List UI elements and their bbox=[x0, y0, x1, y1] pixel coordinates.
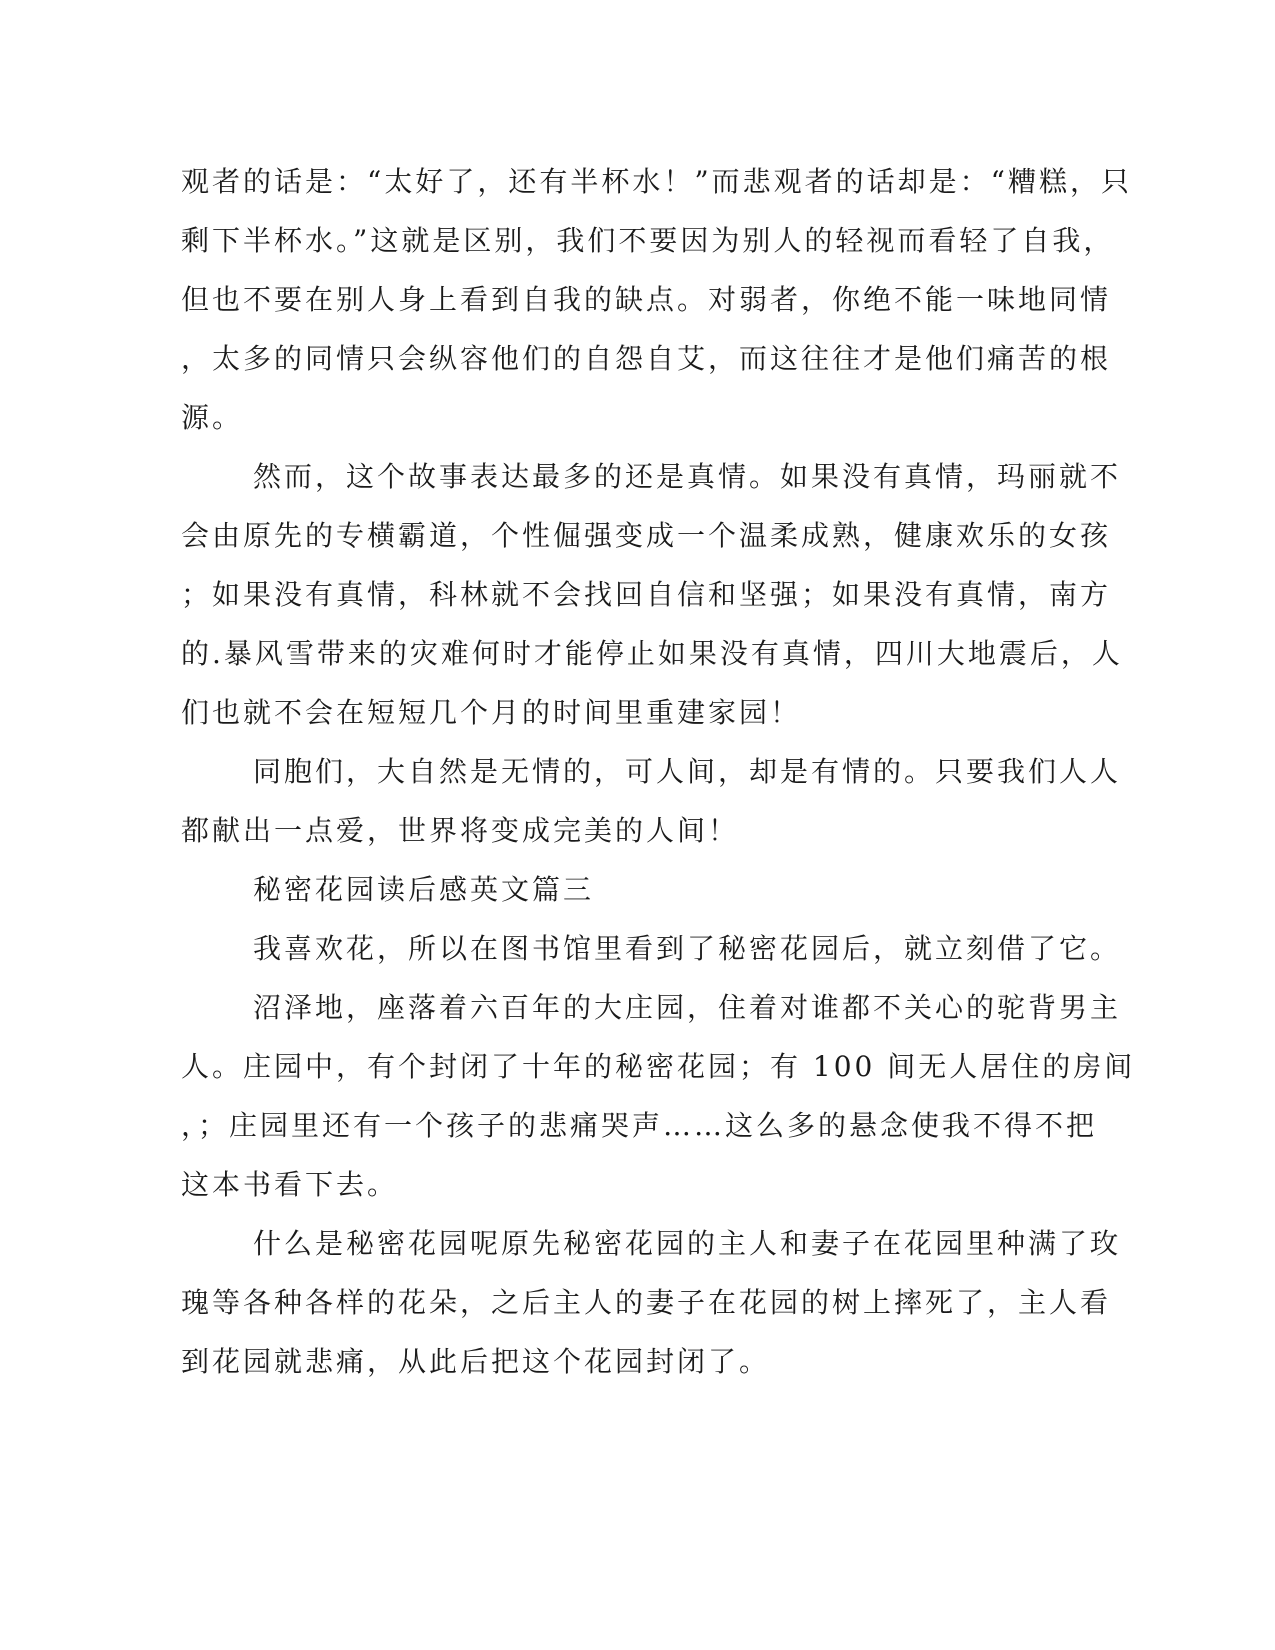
text-line: ，太多的同情只会纵容他们的自怨自艾，而这往往才是他们痛苦的根 bbox=[181, 342, 1112, 375]
text-line: 都献出一点爱，世界将变成完美的人间！ bbox=[181, 814, 740, 847]
text-line: 但也不要在别人身上看到自我的缺点。对弱者，你绝不能一味地同情 bbox=[181, 283, 1112, 316]
text-line: 什么是秘密花园呢原先秘密花园的主人和妻子在花园里种满了玫 bbox=[253, 1227, 1122, 1260]
text-line: 剩下半杯水。”这就是区别，我们不要因为别人的轻视而看轻了自我， bbox=[181, 224, 1115, 257]
text-line: 我喜欢花，所以在图书馆里看到了秘密花园后，就立刻借了它。 bbox=[253, 932, 1122, 965]
text-line: 观者的话是：“太好了，还有半杯水！”而悲观者的话却是：“糟糕，只 bbox=[181, 165, 1132, 198]
text-line: 人。庄园中，有个封闭了十年的秘密花园；有 100 间无人居住的房间 bbox=[181, 1050, 1136, 1083]
text-line: 们也就不会在短短几个月的时间里重建家园！ bbox=[181, 696, 802, 729]
text-line: 然而，这个故事表达最多的还是真情。如果没有真情，玛丽就不 bbox=[253, 460, 1122, 493]
text-line: 这本书看下去。 bbox=[181, 1168, 399, 1201]
text-line: 瑰等各种各样的花朵，之后主人的妻子在花园的树上摔死了，主人看 bbox=[181, 1286, 1112, 1319]
text-line: 会由原先的专横霸道，个性倔强变成一个温柔成熟，健康欢乐的女孩 bbox=[181, 519, 1112, 552]
text-line: ；如果没有真情，科林就不会找回自信和坚强；如果没有真情，南方 bbox=[181, 578, 1112, 611]
text-line: ，；庄园里还有一个孩子的悲痛哭声……这么多的悬念使我不得不把 bbox=[181, 1109, 1098, 1142]
text-line: 到花园就悲痛，从此后把这个花园封闭了。 bbox=[181, 1345, 771, 1378]
text-line: 的.暴风雪带来的灾难何时才能停止如果没有真情，四川大地震后，人 bbox=[181, 637, 1123, 670]
section-heading: 秘密花园读后感英文篇三 bbox=[253, 873, 595, 906]
text-line: 同胞们，大自然是无情的，可人间，却是有情的。只要我们人人 bbox=[253, 755, 1122, 788]
text-line: 沼泽地，座落着六百年的大庄园，住着对谁都不关心的驼背男主 bbox=[253, 991, 1122, 1024]
text-line: 源。 bbox=[181, 401, 244, 434]
